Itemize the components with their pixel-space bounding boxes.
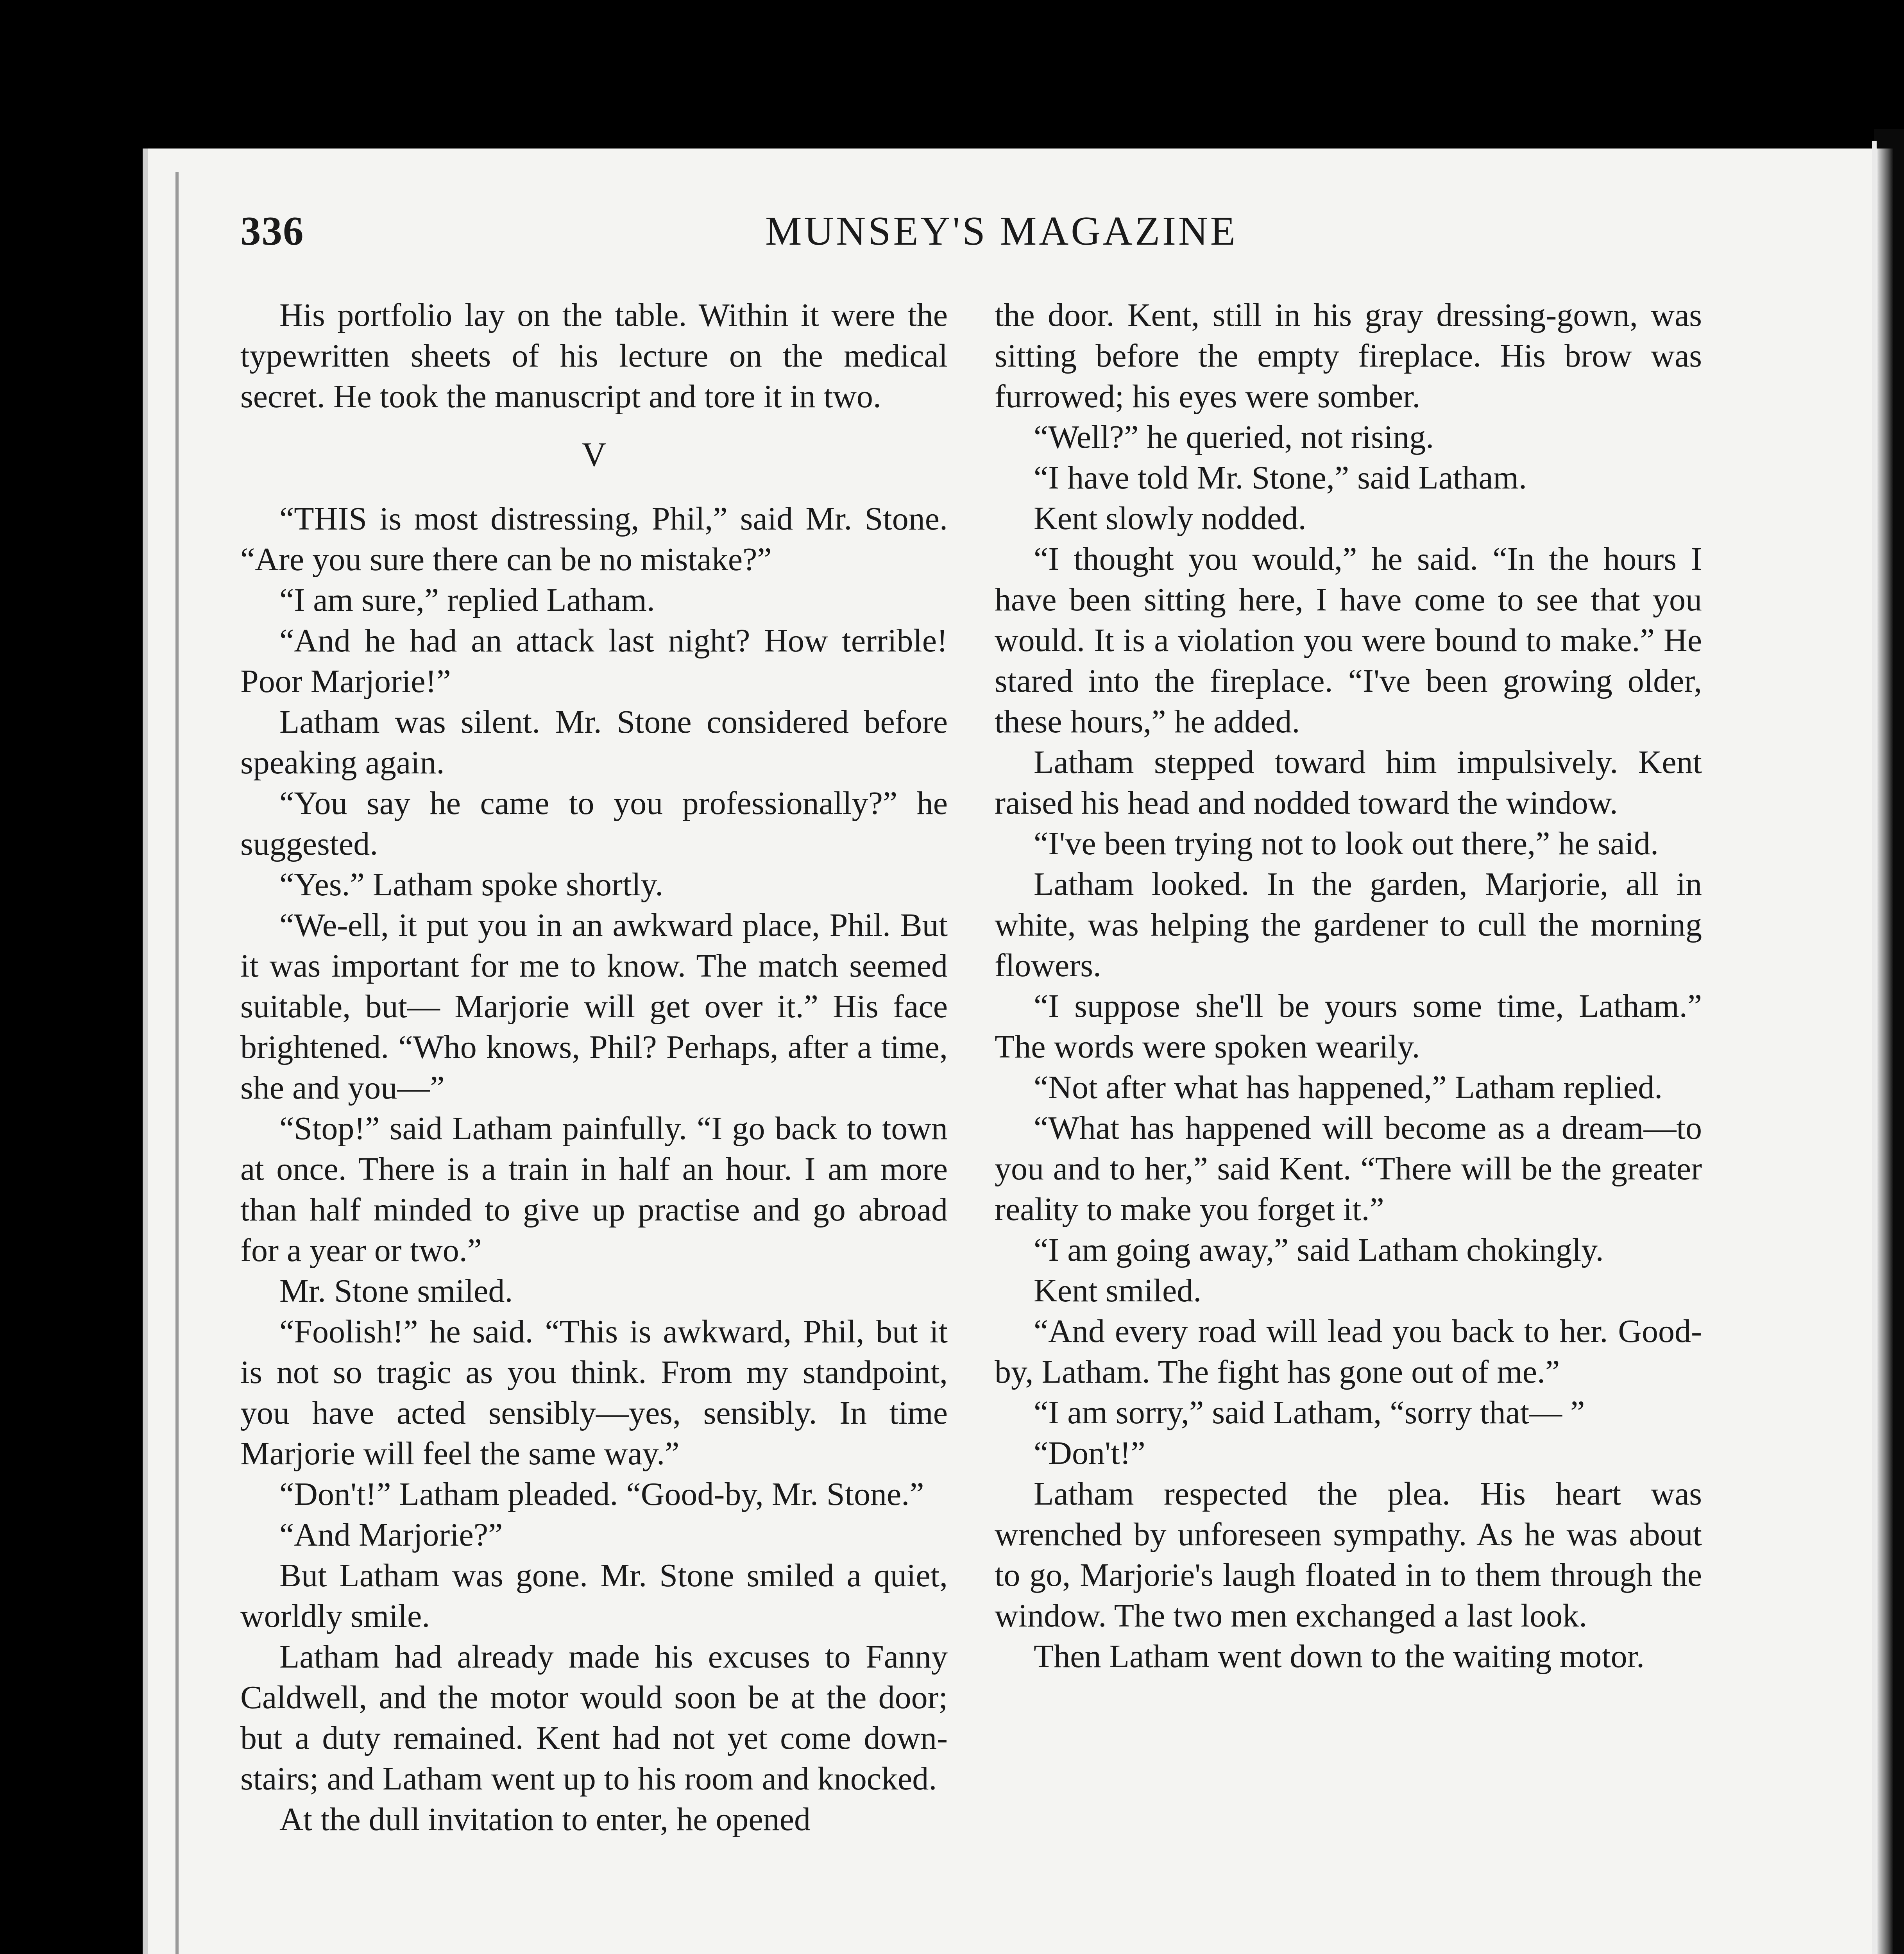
- paragraph: “And Marjorie?”: [279, 1517, 503, 1553]
- paragraph: “THIS is most distressing, Phil,” said Mr. Stone. “Are you sure there can be no mistake?”: [240, 501, 948, 578]
- paragraph: Latham was silent. Mr. Stone considered before speaking again.: [240, 704, 948, 781]
- paragraph: Kent smiled.: [1034, 1272, 1202, 1309]
- paragraph: Latham looked. In the garden, Marjorie, all in white, was helping the gardener to cull the morning flowers.: [995, 866, 1702, 984]
- running-head: MUNSEY'S MAGAZINE: [765, 208, 1238, 254]
- paragraph: “Stop!” said Latham painfully. “I go back to town at once. There is a train in half an hour. I am more than half minded to give up practise and go abroad for a year or two.”: [240, 1110, 948, 1269]
- paragraph: “I am sorry,” said Latham, “sorry that— ”: [1034, 1394, 1585, 1431]
- page-number: 336: [240, 208, 304, 254]
- right-column: [995, 295, 1702, 1677]
- section-numeral: V: [582, 436, 607, 474]
- paragraph: “I suppose she'll be yours some time, Latham.” The words were spoken wearily.: [995, 988, 1702, 1065]
- page-gutter-line: [175, 172, 179, 1954]
- paragraph: “Yes.” Latham spoke shortly.: [279, 866, 664, 903]
- paragraph: “And every road will lead you back to her. Good-by, Latham. The fight has gone out of me.”: [995, 1313, 1702, 1390]
- paragraph: “We-ell, it put you in an awkward place, Phil. But it was important for me to know. The match seemed suitable, but— Marjorie will get over it.” His face brightened. “Who knows, Phil? Perhaps, after a time, she and you—”: [240, 907, 948, 1106]
- paragraph: “I am going away,” said Latham chokingly.: [1034, 1232, 1604, 1268]
- left-column: [240, 295, 948, 1840]
- paragraph: “Not after what has happened,” Latham replied.: [1034, 1069, 1663, 1106]
- paragraph: the door. Kent, still in his gray dressing-gown, was sitting before the empty fireplace. His brow was furrowed; his eyes were somber.: [995, 297, 1702, 415]
- paragraph: “Don't!” Latham pleaded. “Good-by, Mr. Stone.”: [279, 1476, 924, 1512]
- paragraph: “You say he came to you professionally?” he suggested.: [240, 785, 948, 862]
- paragraph: At the dull invitation to enter, he opened: [279, 1801, 811, 1838]
- paragraph: “I thought you would,” he said. “In the hours I have been sitting here, I have come to see that you would. It is a violation you were bound to make.” He stared into the fireplace. “I've been growing older, these hours,” he added.: [995, 541, 1702, 740]
- paragraph: Latham had already made his excuses to Fanny Caldwell, and the motor would soon be at the door; but a duty remained. Kent had not yet come down-stairs; and Latham went up to his room and knocked.: [240, 1639, 948, 1797]
- page-header: [240, 199, 1763, 270]
- paragraph: “I am sure,” replied Latham.: [279, 582, 655, 618]
- paragraph: Mr. Stone smiled.: [279, 1273, 513, 1309]
- paragraph: “I've been trying not to look out there,” he said.: [1034, 825, 1659, 862]
- paragraph: Latham stepped toward him impulsively. Kent raised his head and nodded toward the window.: [995, 744, 1702, 821]
- paragraph: Then Latham went down to the waiting motor.: [1034, 1638, 1645, 1675]
- paragraph: Latham respected the plea. His heart was wrenched by unforeseen sympathy. As he was about to go, Marjorie's laugh floated in to them through the window. The two men exchanged a last look.: [995, 1476, 1702, 1634]
- page-right-margin-strip: [1872, 141, 1877, 1954]
- paragraph: “Don't!”: [1034, 1435, 1145, 1471]
- paragraph: “And he had an attack last night? How terrible! Poor Marjorie!”: [240, 623, 948, 700]
- paragraph: “Foolish!” he said. “This is awkward, Phil, but it is not so tragic as you think. From my standpoint, you have acted sensibly—yes, sensibly. In time Marjorie will feel the same way.”: [240, 1313, 948, 1472]
- paragraph: “I have told Mr. Stone,” said Latham.: [1034, 460, 1527, 496]
- paragraph: Kent slowly nodded.: [1034, 500, 1306, 537]
- paragraph: But Latham was gone. Mr. Stone smiled a quiet, worldly smile.: [240, 1557, 948, 1634]
- paragraph: “Well?” he queried, not rising.: [1034, 419, 1434, 455]
- paragraph: “What has happened will become as a dream—to you and to her,” said Kent. “There will be the greater reality to make you forget it.”: [995, 1110, 1702, 1228]
- paragraph: His portfolio lay on the table. Within it were the typewritten sheets of his lecture on the medical secret. He took the manuscript and tore it in two.: [240, 297, 948, 415]
